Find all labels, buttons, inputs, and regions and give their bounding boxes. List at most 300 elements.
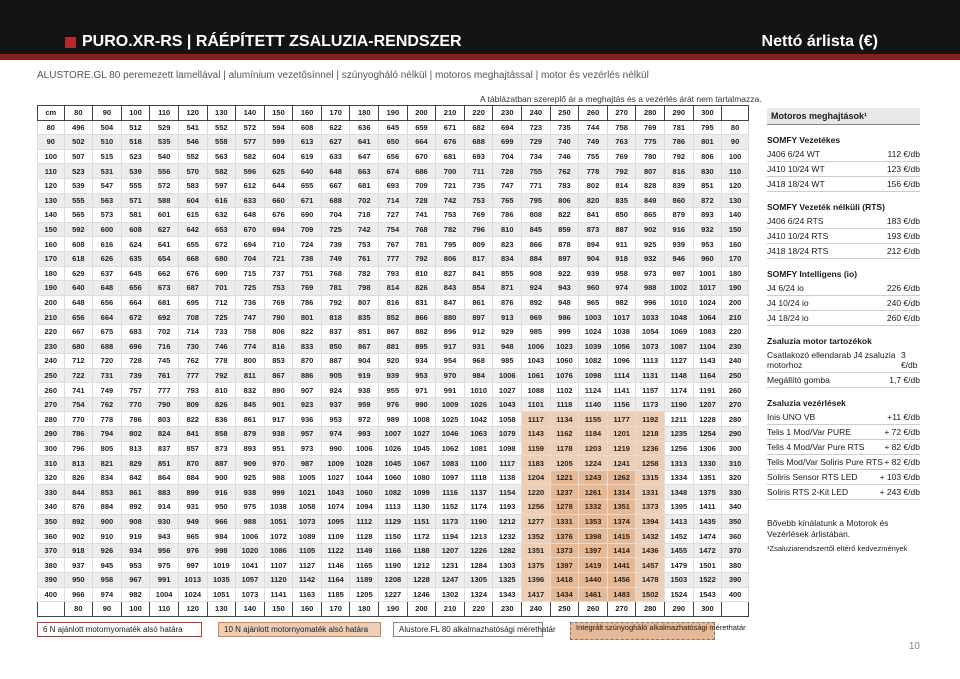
item-name: Soliris RTS 2-Kit LED <box>767 487 849 497</box>
price-row <box>767 455 920 470</box>
price-cell: 850 <box>607 208 636 223</box>
price-cell: 1190 <box>379 558 408 573</box>
price-cell: 908 <box>522 266 551 281</box>
price-cell: 1313 <box>665 456 694 471</box>
row-header: 170 <box>722 251 749 266</box>
price-cell: 529 <box>150 120 179 135</box>
price-cell: 1193 <box>493 500 522 515</box>
price-cell: 1003 <box>579 310 608 325</box>
price-cell: 855 <box>493 266 522 281</box>
price-cell: 924 <box>522 281 551 296</box>
price-cell: 777 <box>178 368 207 383</box>
price-cell: 1163 <box>293 587 322 602</box>
price-cell: 1155 <box>579 412 608 427</box>
width-header: 230 <box>493 106 522 121</box>
width-header: 180 <box>350 602 379 617</box>
price-cell: 916 <box>207 485 236 500</box>
price-cell: 1057 <box>236 573 265 588</box>
price-cell: 1010 <box>464 383 493 398</box>
row-header: 230 <box>722 339 749 354</box>
price-cell: 644 <box>264 178 293 193</box>
price-cell: 820 <box>579 193 608 208</box>
price-cell: 627 <box>321 135 350 150</box>
row-header: 350 <box>722 514 749 529</box>
table-row <box>38 266 749 281</box>
table-row <box>38 120 749 135</box>
price-cell: 667 <box>64 324 93 339</box>
price-cell: 664 <box>407 135 436 150</box>
price-cell: 1043 <box>493 397 522 412</box>
price-label: Nettó árlista (€) <box>761 33 878 50</box>
price-cell: 572 <box>150 178 179 193</box>
price-cell: 1162 <box>550 427 579 442</box>
price-cell: 876 <box>64 500 93 515</box>
price-cell: 515 <box>93 149 122 164</box>
price-cell: 1137 <box>464 485 493 500</box>
price-cell: 900 <box>207 470 236 485</box>
price-cell: 1418 <box>550 573 579 588</box>
price-cell: 1023 <box>550 339 579 354</box>
price-cell: 937 <box>321 397 350 412</box>
price-cell: 546 <box>178 135 207 150</box>
price-cell: 563 <box>207 149 236 164</box>
price-cell: 681 <box>350 178 379 193</box>
table-row <box>38 324 749 339</box>
table-row <box>38 573 749 588</box>
section-title: Zsaluzia vezérlések <box>767 398 846 408</box>
price-cell: 973 <box>636 266 665 281</box>
price-cell: 823 <box>493 237 522 252</box>
price-cell: 1205 <box>350 587 379 602</box>
price-cell: 894 <box>579 237 608 252</box>
price-cell: 919 <box>350 368 379 383</box>
row-header: 220 <box>722 324 749 339</box>
price-cell: 716 <box>150 339 179 354</box>
price-cell: 1129 <box>379 514 408 529</box>
width-header: 90 <box>93 602 122 617</box>
price-cell: 808 <box>522 208 551 223</box>
legend-6n: 6 N ajánlott motornyomaték alsó határa <box>37 622 202 637</box>
price-cell: 695 <box>178 295 207 310</box>
price-cell: 1028 <box>350 456 379 471</box>
price-cell: 948 <box>493 339 522 354</box>
price-cell: 997 <box>178 558 207 573</box>
width-header: 210 <box>436 602 465 617</box>
price-cell: 879 <box>665 208 694 223</box>
width-header: 140 <box>236 602 265 617</box>
price-cell: 945 <box>93 558 122 573</box>
item-price: 240 €/db <box>886 298 920 308</box>
price-cell: 637 <box>93 266 122 281</box>
price-cell: 670 <box>407 149 436 164</box>
price-cell: 956 <box>150 543 179 558</box>
table-row <box>38 149 749 164</box>
price-cell: 1089 <box>293 529 322 544</box>
row-header: 140 <box>38 208 65 223</box>
price-cell: 786 <box>293 295 322 310</box>
price-cell: 974 <box>321 427 350 442</box>
price-cell: 938 <box>350 383 379 398</box>
price-cell: 1083 <box>436 456 465 471</box>
price-cell: 1056 <box>607 339 636 354</box>
table-row <box>38 514 749 529</box>
price-cell: 672 <box>207 237 236 252</box>
price-cell: 1006 <box>236 529 265 544</box>
price-cell: 734 <box>522 149 551 164</box>
price-cell: 1227 <box>379 587 408 602</box>
price-cell: 1127 <box>665 354 694 369</box>
row-header: 120 <box>38 178 65 193</box>
price-cell: 640 <box>293 164 322 179</box>
price-cell: 1021 <box>293 485 322 500</box>
price-cell: 1221 <box>550 470 579 485</box>
price-cell: 990 <box>407 397 436 412</box>
price-cell: 733 <box>207 324 236 339</box>
price-row <box>767 410 920 425</box>
table-row <box>38 295 749 310</box>
width-header: 220 <box>464 602 493 617</box>
table-row <box>38 135 749 150</box>
price-cell: 739 <box>121 368 150 383</box>
price-cell: 851 <box>150 456 179 471</box>
price-cell: 814 <box>379 281 408 296</box>
price-cell: 769 <box>264 295 293 310</box>
row-header: 110 <box>722 164 749 179</box>
price-cell: 924 <box>321 383 350 398</box>
price-cell: 873 <box>207 441 236 456</box>
price-cell: 865 <box>636 208 665 223</box>
price-cell: 653 <box>207 222 236 237</box>
price-row <box>767 440 920 455</box>
price-cell: 938 <box>236 485 265 500</box>
width-header: 140 <box>236 106 265 121</box>
price-cell: 813 <box>121 441 150 456</box>
row-header: 170 <box>38 251 65 266</box>
price-cell: 1150 <box>379 529 408 544</box>
price-cell: 959 <box>350 397 379 412</box>
price-cell: 1305 <box>464 573 493 588</box>
width-header: 290 <box>665 602 694 617</box>
width-header: 300 <box>693 106 722 121</box>
price-cell: 1062 <box>436 441 465 456</box>
price-cell: 867 <box>379 324 408 339</box>
price-cell: 1256 <box>665 441 694 456</box>
price-cell: 1045 <box>379 456 408 471</box>
price-cell: 1397 <box>550 558 579 573</box>
price-cell: 806 <box>550 193 579 208</box>
row-header: 120 <box>722 178 749 193</box>
table-header-row <box>38 106 749 121</box>
width-header: 120 <box>178 602 207 617</box>
price-cell: 635 <box>121 251 150 266</box>
price-cell: 890 <box>264 383 293 398</box>
price-cell: 934 <box>407 354 436 369</box>
price-cell: 883 <box>150 485 179 500</box>
price-cell: 648 <box>236 208 265 223</box>
price-cell: 512 <box>121 120 150 135</box>
table-row <box>38 193 749 208</box>
price-cell: 694 <box>493 120 522 135</box>
price-cell: 1282 <box>493 543 522 558</box>
price-cell: 1097 <box>436 470 465 485</box>
price-cell: 810 <box>207 383 236 398</box>
price-cell: 1006 <box>493 368 522 383</box>
price-cell: 971 <box>407 383 436 398</box>
price-cell: 892 <box>522 295 551 310</box>
price-cell: 892 <box>121 500 150 515</box>
price-cell: 1411 <box>693 500 722 515</box>
table-row <box>38 368 749 383</box>
price-cell: 523 <box>121 149 150 164</box>
price-cell: 648 <box>64 295 93 310</box>
price-cell: 612 <box>236 178 265 193</box>
price-cell: 1207 <box>693 397 722 412</box>
table-row <box>38 178 749 193</box>
price-cell: 826 <box>407 281 436 296</box>
price-cell: 922 <box>550 266 579 281</box>
price-cell: 1218 <box>636 427 665 442</box>
price-cell: 753 <box>350 237 379 252</box>
price-cell: 725 <box>207 310 236 325</box>
price-cell: 765 <box>493 193 522 208</box>
price-cell: 1041 <box>236 558 265 573</box>
price-cell: 930 <box>150 514 179 529</box>
price-cell: 1009 <box>436 397 465 412</box>
price-cell: 1010 <box>665 295 694 310</box>
price-cell: 870 <box>293 354 322 369</box>
price-cell: 1261 <box>579 485 608 500</box>
price-cell: 824 <box>150 427 179 442</box>
price-cell: 822 <box>293 324 322 339</box>
item-name: J406 6/24 RTS <box>767 216 824 226</box>
price-cell: 917 <box>264 412 293 427</box>
price-cell: 839 <box>665 178 694 193</box>
price-cell: 867 <box>264 368 293 383</box>
price-cell: 793 <box>178 383 207 398</box>
price-cell: 758 <box>607 120 636 135</box>
price-cell: 724 <box>293 237 322 252</box>
width-header: 240 <box>522 602 551 617</box>
price-cell: 827 <box>436 266 465 281</box>
price-cell: 1051 <box>264 514 293 529</box>
price-cell: 813 <box>64 456 93 471</box>
price-cell: 786 <box>121 412 150 427</box>
price-cell: 596 <box>236 164 265 179</box>
price-cell: 786 <box>493 208 522 223</box>
price-cell: 1112 <box>350 514 379 529</box>
price-cell: 753 <box>464 193 493 208</box>
price-cell: 920 <box>379 354 408 369</box>
price-cell: 547 <box>93 178 122 193</box>
price-cell: 790 <box>150 397 179 412</box>
price-row <box>767 296 920 311</box>
price-cell: 539 <box>64 178 93 193</box>
price-cell: 817 <box>464 251 493 266</box>
price-cell: 1375 <box>522 558 551 573</box>
price-cell: 718 <box>350 208 379 223</box>
price-cell: 872 <box>693 193 722 208</box>
price-cell: 616 <box>93 237 122 252</box>
price-cell: 1396 <box>522 573 551 588</box>
row-header: 390 <box>38 573 65 588</box>
price-cell: 1141 <box>607 383 636 398</box>
table-row <box>38 397 749 412</box>
price-cell: 1100 <box>464 456 493 471</box>
price-row <box>767 348 920 373</box>
width-header: 230 <box>493 602 522 617</box>
price-cell: 1414 <box>607 543 636 558</box>
item-price: 193 €/db <box>886 231 920 241</box>
price-cell: 960 <box>579 281 608 296</box>
price-cell: 1435 <box>693 514 722 529</box>
table-footer-row <box>38 602 749 617</box>
price-cell: 770 <box>121 397 150 412</box>
row-header: 150 <box>722 222 749 237</box>
price-cell: 895 <box>407 339 436 354</box>
price-cell: 650 <box>379 135 408 150</box>
width-header: 120 <box>178 106 207 121</box>
price-cell: 581 <box>121 208 150 223</box>
price-cell: 735 <box>464 178 493 193</box>
price-cell: 688 <box>464 135 493 150</box>
price-cell: 1224 <box>579 456 608 471</box>
price-cell: 1376 <box>550 529 579 544</box>
item-name: Megállító gomba <box>767 375 830 385</box>
price-cell: 793 <box>379 266 408 281</box>
price-cell: 870 <box>178 456 207 471</box>
price-cell: 904 <box>350 354 379 369</box>
price-cell: 699 <box>493 135 522 150</box>
price-cell: 730 <box>178 339 207 354</box>
width-header: 190 <box>379 602 408 617</box>
price-cell: 1479 <box>665 558 694 573</box>
price-cell: 731 <box>93 368 122 383</box>
price-cell: 701 <box>207 281 236 296</box>
item-price: + 72 €/db <box>884 427 920 437</box>
price-cell: 918 <box>64 543 93 558</box>
price-cell: 1183 <box>522 456 551 471</box>
price-cell: 845 <box>236 397 265 412</box>
price-cell: 1232 <box>493 529 522 544</box>
section-title: SOMFY Vezetékes <box>767 135 841 145</box>
page-header <box>0 0 960 60</box>
table-row <box>38 339 749 354</box>
price-cell: 985 <box>522 324 551 339</box>
row-header: 220 <box>38 324 65 339</box>
price-cell: 1038 <box>264 500 293 515</box>
row-header: 230 <box>38 339 65 354</box>
section-title: Zsaluzia motor tartozékok <box>767 336 872 346</box>
price-cell: 1082 <box>379 485 408 500</box>
price-cell: 1109 <box>321 529 350 544</box>
price-cell: 866 <box>522 237 551 252</box>
price-cell: 1005 <box>293 470 322 485</box>
price-cell: 936 <box>293 412 322 427</box>
price-cell: 1324 <box>464 587 493 602</box>
price-cell: 792 <box>407 251 436 266</box>
item-name: Csatlakozó ellendarab J4 zsaluzia motorhoz <box>767 350 896 370</box>
price-cell: 708 <box>178 310 207 325</box>
price-cell: 953 <box>407 368 436 383</box>
price-cell: 552 <box>207 120 236 135</box>
price-cell: 1027 <box>407 427 436 442</box>
row-header: 210 <box>722 310 749 325</box>
price-cell: 902 <box>64 529 93 544</box>
row-header: 130 <box>38 193 65 208</box>
row-header: 90 <box>722 135 749 150</box>
price-cell: 1331 <box>636 485 665 500</box>
width-header: 240 <box>522 106 551 121</box>
price-cell: 693 <box>379 178 408 193</box>
price-cell: 725 <box>321 222 350 237</box>
price-cell: 958 <box>93 573 122 588</box>
row-header: 190 <box>38 281 65 296</box>
price-cell: 619 <box>293 149 322 164</box>
price-cell: 721 <box>436 178 465 193</box>
price-cell: 778 <box>207 354 236 369</box>
price-cell: 1143 <box>522 427 551 442</box>
item-price: 1,7 €/db <box>889 375 920 385</box>
price-cell: 1228 <box>693 412 722 427</box>
price-cell: 853 <box>264 354 293 369</box>
price-cell: 1212 <box>407 558 436 573</box>
price-cell: 807 <box>636 164 665 179</box>
row-header: 250 <box>722 368 749 383</box>
table-row <box>38 529 749 544</box>
price-cell: 901 <box>264 397 293 412</box>
price-cell: 792 <box>607 164 636 179</box>
price-cell: 729 <box>522 135 551 150</box>
price-cell: 1076 <box>550 368 579 383</box>
price-cell: 1073 <box>236 587 265 602</box>
row-header: 100 <box>722 149 749 164</box>
price-cell: 816 <box>379 295 408 310</box>
price-cell: 1177 <box>607 412 636 427</box>
price-cell: 1058 <box>493 412 522 427</box>
price-cell: 887 <box>207 456 236 471</box>
price-cell: 555 <box>64 193 93 208</box>
price-cell: 938 <box>264 427 293 442</box>
price-cell: 692 <box>150 310 179 325</box>
price-cell: 1503 <box>665 573 694 588</box>
price-cell: 624 <box>121 237 150 252</box>
price-cell: 821 <box>93 456 122 471</box>
price-cell: 880 <box>436 310 465 325</box>
price-cell: 999 <box>264 485 293 500</box>
price-cell: 1046 <box>436 427 465 442</box>
row-header: 210 <box>38 310 65 325</box>
blank-cell <box>38 602 65 617</box>
price-cell: 781 <box>665 120 694 135</box>
price-cell: 1256 <box>522 500 551 515</box>
width-header: 100 <box>121 602 150 617</box>
price-cell: 966 <box>64 587 93 602</box>
price-cell: 1130 <box>407 500 436 515</box>
price-cell: 1441 <box>607 558 636 573</box>
price-cell: 958 <box>607 266 636 281</box>
item-name: J4 6/24 io <box>767 283 804 293</box>
price-cell: 1332 <box>579 500 608 515</box>
price-cell: 1258 <box>636 456 665 471</box>
width-header: 270 <box>607 106 636 121</box>
price-cell: 704 <box>321 208 350 223</box>
row-header: 240 <box>38 354 65 369</box>
price-cell: 809 <box>178 397 207 412</box>
price-cell: 1375 <box>693 485 722 500</box>
price-table <box>37 105 749 617</box>
price-cell: 896 <box>436 324 465 339</box>
price-cell: 1159 <box>522 441 551 456</box>
